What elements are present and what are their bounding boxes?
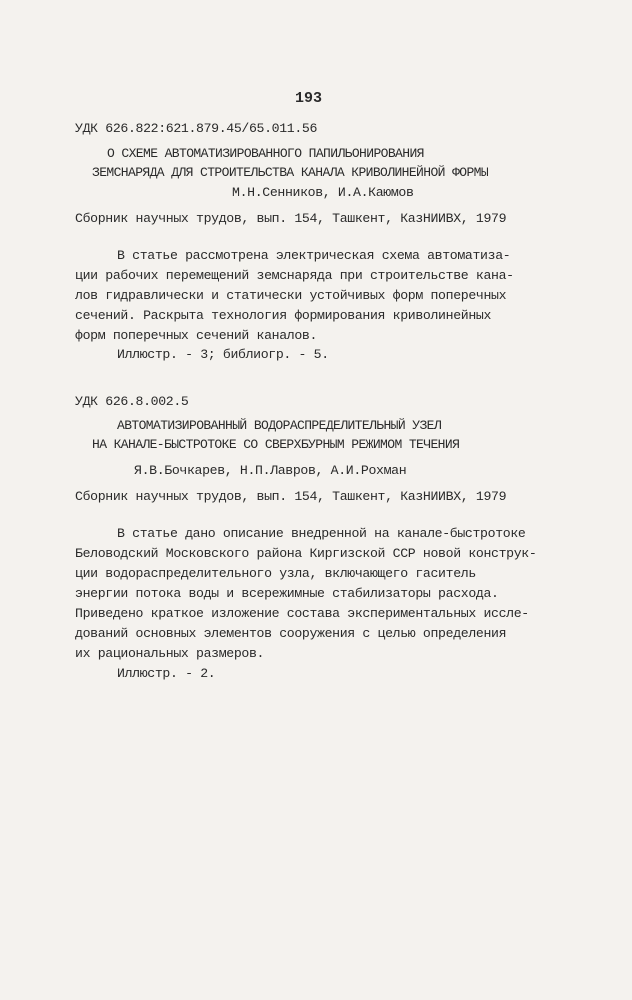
- article-authors: М.Н.Сенников, И.А.Каюмов: [232, 185, 414, 200]
- abstract-line: их рациональных размеров.: [75, 646, 265, 661]
- abstract-line: лов гидравлически и статически устойчивых форм поперечных: [75, 288, 507, 303]
- udc-code: УДК 626.822:621.879.45/65.011.56: [75, 121, 318, 136]
- abstract-line: сечений. Раскрыта технология формирования криволинейных: [75, 308, 492, 323]
- article-title-line: АВТОМАТИЗИРОВАННЫЙ ВОДОРАСПРЕДЕЛИТЕЛЬНЫЙ УЗЕЛ: [117, 418, 442, 433]
- illustrations-note: Иллюстр. - 2.: [117, 666, 216, 681]
- article-title-line: НА КАНАЛЕ-БЫСТРОТОКЕ СО СВЕРХБУРНЫМ РЕЖИМОМ ТЕЧЕНИЯ: [92, 437, 460, 452]
- abstract-line: Приведено краткое изложение состава экспериментальных иссле-: [75, 606, 529, 621]
- abstract-line: ции рабочих перемещений земснаряда при строительстве кана-: [75, 268, 514, 283]
- abstract-line: Беловодский Московского района Киргизской ССР новой конструк-: [75, 546, 537, 561]
- abstract-line: В статье рассмотрена электрическая схема автоматиза-: [117, 248, 511, 263]
- abstract-line: форм поперечных сечений каналов.: [75, 328, 318, 343]
- abstract-line: дований основных элементов сооружения с целью определения: [75, 626, 507, 641]
- page-number: 193: [295, 90, 323, 107]
- article-source: Сборник научных трудов, вып. 154, Ташкент, КазНИИВХ, 1979: [75, 489, 507, 504]
- article-source: Сборник научных трудов, вып. 154, Ташкент, КазНИИВХ, 1979: [75, 211, 507, 226]
- abstract-line: В статье дано описание внедренной на канале-быстротоке: [117, 526, 526, 541]
- abstract-line: энергии потока воды и всережимные стабилизаторы расхода.: [75, 586, 499, 601]
- illustrations-note: Иллюстр. - 3; библиогр. - 5.: [117, 347, 329, 362]
- article-title-line: О СХЕМЕ АВТОМАТИЗИРОВАННОГО ПАПИЛЬОНИРОВАНИЯ: [107, 146, 424, 161]
- udc-code: УДК 626.8.002.5: [75, 394, 189, 409]
- article-authors: Я.В.Бочкарев, Н.П.Лавров, А.И.Рохман: [134, 463, 407, 478]
- article-title-line: ЗЕМСНАРЯДА ДЛЯ СТРОИТЕЛЬСТВА КАНАЛА КРИВОЛИНЕЙНОЙ ФОРМЫ: [92, 165, 489, 180]
- abstract-line: ции водораспределительного узла, включающего гаситель: [75, 566, 476, 581]
